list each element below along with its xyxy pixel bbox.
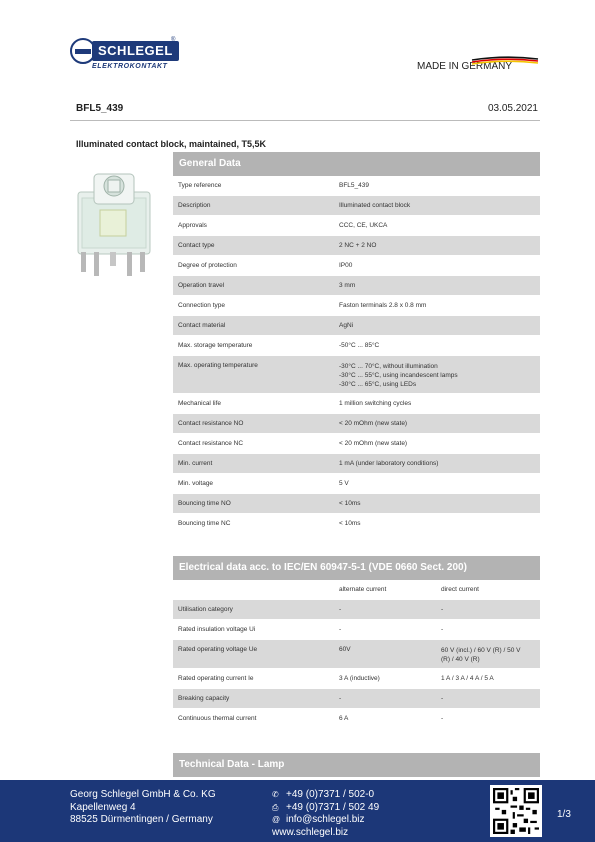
table-row: Contact resistance NO < 20 mOhm (new state) [173,414,540,434]
table-row: Operation travel 3 mm [173,276,540,296]
table-row: Degree of protection IP00 [173,256,540,276]
company-address: Georg Schlegel GmbH & Co. KG Kapellenweg 4 88525 Dürmentingen / Germany [70,789,216,825]
page-header [0,0,595,90]
made-in-germany: MADE IN GERMANY [417,61,513,72]
divider [70,120,540,121]
table-row: Bouncing time NC < 10ms [173,514,540,534]
table-row: Max. storage temperature -50°C ... 85°C [173,336,540,356]
table-row: Contact material AgNi [173,316,540,336]
document-date: 03.05.2021 [487,103,538,114]
logo-subline: ELEKTROKONTAKT [92,63,168,70]
website-link[interactable]: www.schlegel.biz [272,826,349,838]
table-row: Contact resistance NC < 20 mOhm (new state) [173,434,540,454]
table-row: Utilisation category - - [173,600,540,620]
table-row: Connection type Faston terminals 2.8 x 0.8 mm [173,296,540,316]
fax-icon: ⎙ [272,802,279,812]
email-icon: @ [272,815,281,824]
qr-code-icon [490,785,542,837]
page-number: 1/3 [557,809,571,820]
table-row: Rated insulation voltage Ui - - [173,620,540,640]
table-row: Min. voltage 5 V [173,474,540,494]
table-row: Approvals CCC, CE, UKCA [173,216,540,236]
table-row: Type reference BFL5_439 [173,176,540,196]
logo-registered: ® [171,37,176,43]
logo-wordmark: SCHLEGEL [92,41,179,61]
electrical-data-table [173,580,540,729]
table-header-row: alternate current direct current [173,580,540,600]
phone-icon: ✆ [272,790,279,799]
email-link[interactable]: info@schlegel.biz [286,814,365,825]
part-number: BFL5_439 [76,103,124,114]
schlegel-logo [70,38,180,72]
section-electrical-data: Electrical data acc. to IEC/EN 60947-5-1 (VDE 0660 Sect. 200) [173,556,540,580]
table-row: Continuous thermal current 6 A - [173,709,540,729]
page-footer [0,780,595,842]
table-row: Min. current 1 mA (under laboratory conditions) [173,454,540,474]
fax-number: +49 (0)7371 / 502 49 [286,801,380,813]
table-row: Description Illuminated contact block [173,196,540,216]
table-row: Rated operating current Ie 3 A (inductive) 1 A / 3 A / 4 A / 5 A [173,669,540,689]
table-row: Breaking capacity - - [173,689,540,709]
company-contact [272,789,379,839]
table-row: Contact type 2 NC + 2 NO [173,236,540,256]
product-image [72,170,154,280]
table-row: Bouncing time NO < 10ms [173,494,540,514]
general-data-table [173,176,540,534]
section-general-data: General Data [173,152,540,176]
product-title: Illuminated contact block, maintained, T5,5K [76,139,267,149]
table-row: Max. operating temperature -30°C ... 70°C, without illumination -30°C ... 55°C, using incandescent lamps -30°C ... 65°C, using LEDs [173,356,540,394]
phone-number: +49 (0)7371 / 502-0 [286,789,375,800]
table-row: Rated operating voltage Ue 60V 60 V (incl.) / 60 V (R) / 50 V (R) / 40 V (R) [173,640,540,669]
german-flag-swoosh-icon [470,56,540,68]
section-lamp-data: Technical Data - Lamp [173,753,540,777]
table-row: Mechanical life 1 million switching cycles [173,394,540,414]
